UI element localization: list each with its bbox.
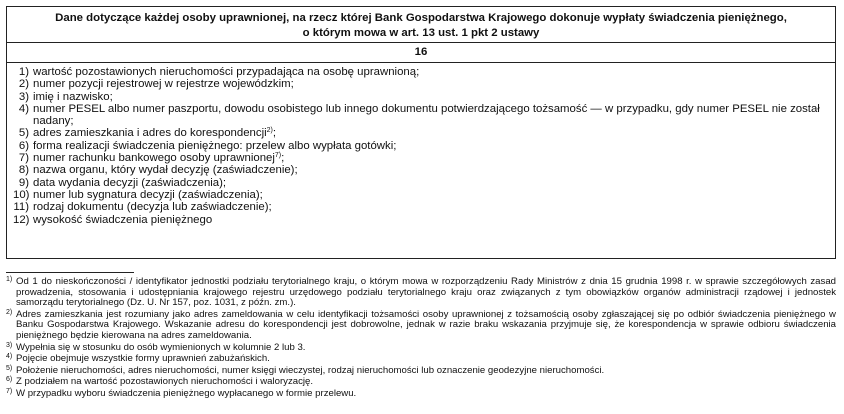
list-item <box>13 103 835 128</box>
table-header <box>7 7 835 43</box>
item-number: 3) <box>18 90 29 103</box>
item-number: 10) <box>13 188 30 201</box>
item-number: 5) <box>18 127 29 140</box>
item-number: 8) <box>18 164 29 177</box>
footnote-mark: 3) <box>6 341 13 349</box>
footnote-text: Od 1 do nieskończoności / identyfikator jednostki podziału terytorialnego kraju, o którym mowa w rozporządzeniu Rady Ministrów z dnia 15 grudnia 1998 r. w sprawie szczegółowych zasad prowadzenia, stosowania i udostępniania krajowego rejestru urzędowego podziału terytorialnego kraju oraz związanych z tym obowiązków organów administracji rządowej i jednostek samorządu terytorialnego (Dz. U. Nr 157, poz. 1031, z późn. zm.). <box>16 276 836 309</box>
item-text: numer pozycji rejestrowej w rejestrze wojewódzkim; <box>33 78 294 91</box>
header-line-1: Dane dotyczące każdej osoby uprawnionej, na rzecz której Bank Gospodarstwa Krajowego dokonuje wypłaty świadczenia pieniężnego, <box>55 12 787 24</box>
list-item <box>13 189 835 201</box>
footnote-text: Z podziałem na wartość pozostawionych nieruchomości i waloryzację. <box>16 376 314 388</box>
item-text: imię i nazwisko; <box>33 90 113 103</box>
item-number: 12) <box>13 213 30 226</box>
footnote-text: W przypadku wyboru świadczenia pieniężnego wypłacanego w formie przelewu. <box>16 387 357 399</box>
list-item <box>13 177 835 189</box>
footnote-text: Adres zamieszkania jest rozumiany jako adres zameldowania w celu identyfikacji tożsamości osoby uprawnionej z tożsamością osoby zgłaszającej się po odbiór świadczenia pieniężnego w Banku Gospodarstwa Krajowego. Wskazanie adresu do korespondencji jest dobrowolne, jednak w razie braku wskazania przyjmuje się, że korespondencja w sprawie odbioru świadczenia pieniężnego będzie kierowana na adres zameldowania. <box>16 308 836 341</box>
item-text: forma realizacji świadczenia pieniężnego: przelew albo wypłata gotówki; <box>33 139 397 152</box>
column-number: 16 <box>7 43 835 63</box>
item-text: nazwa organu, który wydał decyzję (zaświadczenie); <box>33 164 298 177</box>
item-number: 6) <box>18 139 29 152</box>
list-item <box>13 214 835 226</box>
list-item <box>13 201 835 213</box>
list-item <box>13 91 835 103</box>
item-text: adres zamieszkania i adres do korespondencji <box>33 127 267 140</box>
list-item <box>13 140 835 152</box>
item-text: wysokość świadczenia pieniężnego <box>33 213 213 226</box>
footnote-mark: 7) <box>6 387 13 395</box>
item-text-end: ; <box>281 152 285 165</box>
header-line-2: o którym mowa w art. 13 ust. 1 pkt 2 ustawy <box>302 26 540 39</box>
list-item <box>13 78 835 90</box>
footnote <box>6 354 836 365</box>
footnote <box>6 366 836 377</box>
item-number: 4) <box>18 102 29 115</box>
footnote-reference: 7) <box>274 152 282 160</box>
footnote <box>6 343 836 354</box>
item-text: wartość pozostawionych nieruchomości przypadająca na osobę uprawnioną; <box>33 66 420 78</box>
item-text: rodzaj dokumentu (decyzja lub zaświadczenie); <box>33 201 272 214</box>
item-text: numer PESEL albo numer paszportu, dowodu osobistego lub innego dokumentu potwierdzającego tożsamość — w przypadku, gdy numer PESEL nie został nadany; <box>33 102 820 128</box>
data-table <box>6 6 836 259</box>
item-number: 9) <box>18 176 29 189</box>
footnote <box>6 377 836 388</box>
list-item <box>13 66 835 78</box>
list-item <box>13 152 835 164</box>
footnote <box>6 389 836 400</box>
footnote-mark: 4) <box>6 353 13 361</box>
item-number: 11) <box>13 201 29 214</box>
list-item <box>13 164 835 176</box>
item-text: data wydania decyzji (zaświadczenia); <box>33 176 227 189</box>
footnote-separator <box>6 272 134 273</box>
footnote-mark: 5) <box>6 364 13 372</box>
footnote-reference: 2) <box>266 127 273 135</box>
footnote-text: Pojęcie obejmuje wszystkie formy uprawnień zabużańskich. <box>16 353 270 365</box>
item-number: 7) <box>18 152 29 165</box>
item-number: 1) <box>18 66 29 78</box>
item-text: numer rachunku bankowego osoby uprawnionej <box>33 152 275 165</box>
footnote-mark: 6) <box>6 376 13 384</box>
footnote-mark: 1) <box>6 276 13 283</box>
footnotes <box>6 277 836 401</box>
item-text-end: ; <box>272 127 277 140</box>
footnote-mark: 2) <box>6 308 13 316</box>
footnote <box>6 310 836 342</box>
footnote <box>6 277 836 309</box>
footnote-text: Położenie nieruchomości, adres nieruchomości, numer księgi wieczystej, rodzaj nieruchomości lub oznaczenie geodezyjne nieruchomości. <box>16 364 605 376</box>
item-text: numer lub sygnatura decyzji (zaświadczenia); <box>33 188 263 201</box>
item-list <box>7 63 835 226</box>
footnote-text: Wypełnia się w stosunku do osób wymienionych w kolumnie 2 lub 3. <box>16 341 306 353</box>
item-number: 2) <box>18 78 29 91</box>
list-item <box>13 127 835 139</box>
